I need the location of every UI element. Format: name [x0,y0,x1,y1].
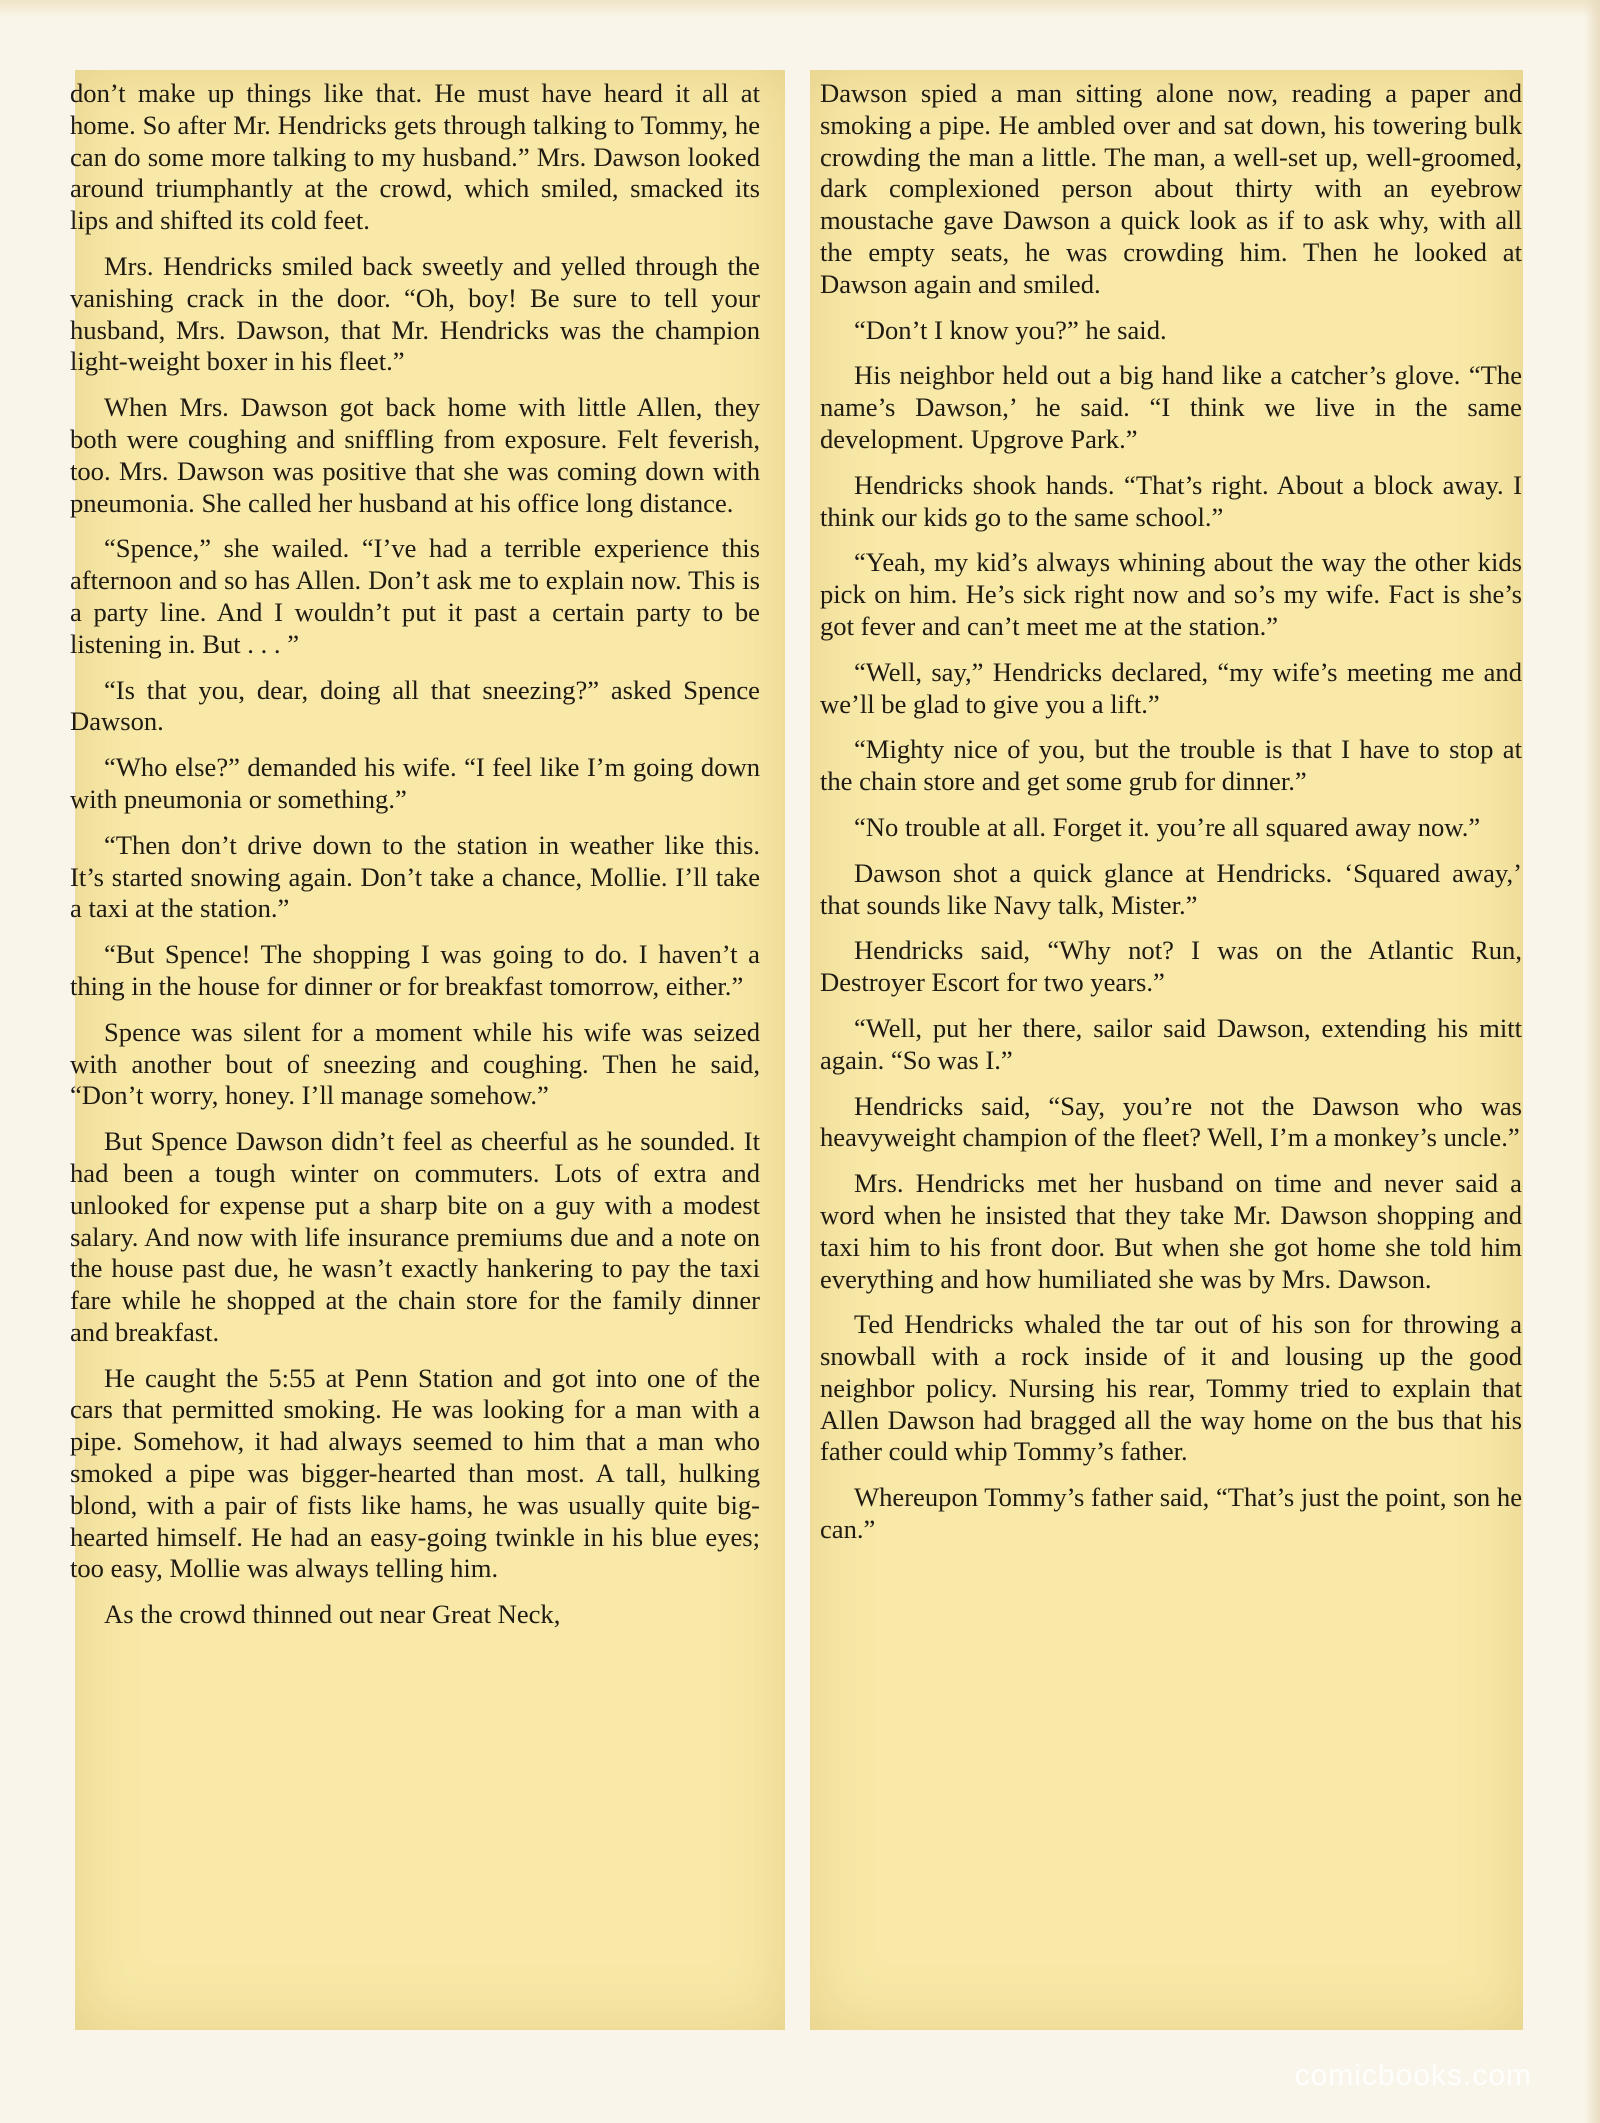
paragraph: Hendricks said, “Say, you’re not the Dawson who was heavyweight champion of the fleet? Well, I’m a monkey’s uncle.” [820,1090,1522,1153]
paragraph: “Well, put her there, sailor said Dawson, extending his mitt again. “So was I.” [820,1012,1522,1075]
paragraph: “No trouble at all. Forget it. you’re all squared away now.” [854,811,1481,842]
paragraph: He caught the 5:55 at Penn Station and got into one of the cars that permitted smoking. He was looking for a man with a pipe. Somehow, it had always seemed to him that a man who smoked a pipe was bigger-hearted than most. A tall, hulking blond, with a pair of fists like hams, he was usually quite big-hearted himself. He had an easy-going twinkle in his blue eyes; too easy, Mollie was always telling him. [70,1362,760,1584]
paragraph: Dawson shot a quick glance at Hendricks. ‘Squared away,’ that sounds like Navy talk, Mister.” [820,857,1522,920]
paragraph: Whereupon Tommy’s father said, “That’s just the point, son he can.” [820,1482,1522,1545]
paragraph: “Spence,” she wailed. “I’ve had a terrible experience this afternoon and so has Allen. Don’t ask me to explain now. This is a party line. And I wouldn’t put it past a certain party to be listening in. But . . . ” [70,533,760,659]
paragraph: Dawson spied a man sitting alone now, reading a paper and smoking a pipe. He ambled over and sat down, his towering bulk crowding the man a little. The man, a well-set up, well-groomed, dark complexioned person about thirty with an eyebrow moustache gave Dawson a quick look as if to ask why, with all the empty seats, he was crowding him. Then he looked at Dawson again and smiled. [820,78,1522,299]
paragraph: “Who else?” demanded his wife. “I feel like I’m going down with pneumonia or something.” [70,752,760,814]
paragraph: “But Spence! The shopping I was going to do. I haven’t a thing in the house for dinner or for breakfast tomorrow, either.” [70,939,760,1001]
paragraph: “Well, say,” Hendricks declared, “my wife’s meeting me and we’ll be glad to give you a lift.” [820,656,1522,719]
paragraph: His neighbor held out a big hand like a catcher’s glove. “The name’s Dawson,’ he said. “I think we live in the same development. Upgrove Park.” [820,360,1522,454]
page-right-edge [1584,0,1600,2123]
paragraph: Ted Hendricks whaled the tar out of his son for throwing a snowball with a rock inside of it and lousing up the good neighbor policy. Nursing his rear, Tommy tried to explain that Allen Dawson had bragged all the way home on the bus that his father could whip Tommy’s father. [820,1309,1522,1467]
paragraph: When Mrs. Dawson got back home with little Allen, they both were coughing and sniffling from exposure. Felt feverish, too. Mrs. Dawson was positive that she was coming down with pneumonia. She called her husband at his office long distance. [70,392,760,518]
paragraph: Hendricks said, “Why not? I was on the Atlantic Run, Destroyer Escort for two years.” [820,935,1522,998]
paragraph: Hendricks shook hands. “That’s right. About a block away. I think our kids go to the same school.” [820,469,1522,532]
paragraph: don’t make up things like that. He must have heard it all at home. So after Mr. Hendricks gets through talking to Tommy, he can do some more talking to my husband.” Mrs. Dawson looked around triumphantly at the crowd, which smiled, smacked its lips and shifted its cold feet. [70,78,760,236]
paragraph: Mrs. Hendricks smiled back sweetly and yelled through the vanishing crack in the door. “Oh, boy! Be sure to tell your husband, Mrs. Dawson, that Mr. Hendricks was the champion light-weight boxer in his fleet.” [70,250,760,377]
paragraph: But Spence Dawson didn’t feel as cheerful as he sounded. It had been a tough winter on commuters. Lots of extra and unlooked for expense put a sharp bite on a guy with a modest salary. And now with life insurance premiums due and a note on the house past due, he wasn’t exactly hankering to pay the taxi fare while he shopped at the chain store for the family dinner and breakfast. [70,1126,760,1347]
paragraph: Spence was silent for a moment while his wife was seized with another bout of sneezing and coughing. Then he said, “Don’t worry, honey. I’ll manage somehow.” [70,1016,760,1111]
left-text-column [70,78,760,1645]
paragraph: “Then don’t drive down to the station in weather like this. It’s started snowing again. Don’t take a chance, Mollie. I’ll take a taxi at the station.” [70,829,760,924]
paragraph: As the crowd thinned out near Great Neck, [104,1599,561,1630]
paragraph: “Don’t I know you?” he said. [854,314,1167,345]
right-text-column [820,78,1522,1560]
paragraph: Mrs. Hendricks met her husband on time and never said a word when he insisted that they take Mr. Dawson shopping and taxi him to his front door. But when she got home she told him everything and how humiliated she was by Mrs. Dawson. [820,1168,1522,1294]
paragraph: “Is that you, dear, doing all that sneezing?” asked Spence Dawson. [70,674,760,737]
page-top-edge [0,0,1600,18]
paragraph: “Yeah, my kid’s always whining about the way the other kids pick on him. He’s sick right now and so’s my wife. Fact is she’s got fever and can’t meet me at the station.” [820,547,1522,641]
paragraph: “Mighty nice of you, but the trouble is that I have to stop at the chain store and get some grub for dinner.” [820,734,1522,797]
site-watermark: comicbooks.com [1294,2059,1532,2092]
